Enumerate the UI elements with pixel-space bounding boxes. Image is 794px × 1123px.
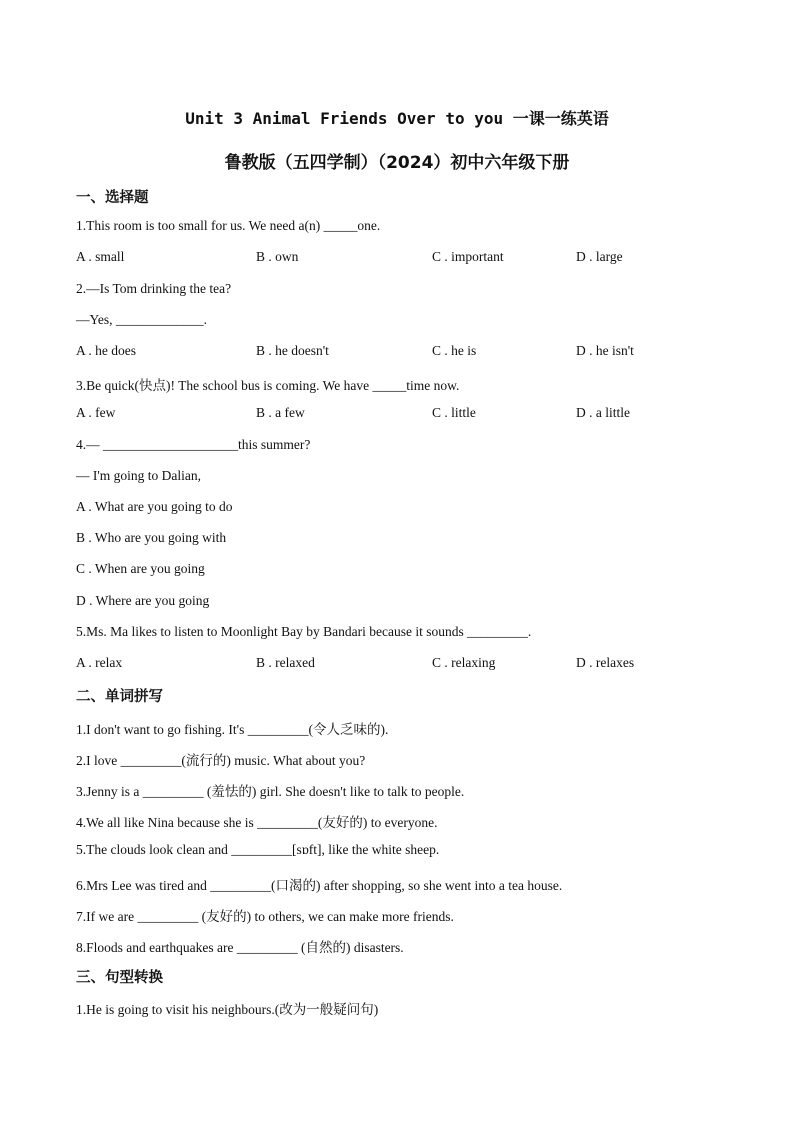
option-a: A . he does xyxy=(76,343,136,358)
option-b: B . relaxed xyxy=(256,655,315,670)
option-c: C . he is xyxy=(432,343,477,358)
option-c: C . When are you going xyxy=(76,561,205,576)
question-reply: —Yes, _____________. xyxy=(76,312,208,327)
spelling-item: 6.Mrs Lee was tired and _________(口渴的) after shopping, so she went into a tea house. xyxy=(76,878,563,893)
section-heading-choice: 一、选择题 xyxy=(76,190,149,206)
option-a: A . What are you going to do xyxy=(76,499,233,514)
option-a: A . relax xyxy=(76,655,123,670)
option-d: D . large xyxy=(576,249,623,264)
option-a: A . small xyxy=(76,249,125,264)
question-stem: 1.This room is too small for us. We need a(n) _____one. xyxy=(76,218,381,233)
transform-item: 1.He is going to visit his neighbours.(改为一般疑问句) xyxy=(76,1002,379,1017)
spelling-item: 3.Jenny is a _________ (羞怯的) girl. She doesn't like to talk to people. xyxy=(76,784,465,799)
option-a: A . few xyxy=(76,405,116,420)
option-b: B . he doesn't xyxy=(256,343,329,358)
spelling-item: 7.If we are _________ (友好的) to others, we can make more friends. xyxy=(76,909,454,924)
option-c: C . important xyxy=(432,249,504,264)
spelling-item: 5.The clouds look clean and _________[sɒft], like the white sheep. xyxy=(76,842,440,857)
section-heading-spelling: 二、单词拼写 xyxy=(76,689,163,705)
page-subtitle: 鲁教版（五四学制）（2024）初中六年级下册 xyxy=(224,153,570,173)
section-heading-transform: 三、句型转换 xyxy=(76,970,163,986)
spelling-item: 8.Floods and earthquakes are _________ (自然的) disasters. xyxy=(76,940,404,955)
question-stem: 2.—Is Tom drinking the tea? xyxy=(76,281,232,296)
option-d: D . Where are you going xyxy=(76,593,210,608)
question-stem: 5.Ms. Ma likes to listen to Moonlight Bay by Bandari because it sounds _________. xyxy=(76,624,532,639)
option-b: B . own xyxy=(256,249,299,264)
option-c: C . little xyxy=(432,405,476,420)
option-d: D . he isn't xyxy=(576,343,634,358)
option-b: B . Who are you going with xyxy=(76,530,227,545)
option-d: D . relaxes xyxy=(576,655,635,670)
question-reply: — I'm going to Dalian, xyxy=(76,468,202,483)
option-d: D . a little xyxy=(576,405,630,420)
question-stem: 4.— ____________________this summer? xyxy=(76,437,311,452)
spelling-item: 1.I don't want to go fishing. It's _________(令人乏味的). xyxy=(76,722,389,737)
option-c: C . relaxing xyxy=(432,655,496,670)
page-title: Unit 3 Animal Friends Over to you 一课一练英语 xyxy=(185,109,609,128)
spelling-item: 4.We all like Nina because she is _________(友好的) to everyone. xyxy=(76,815,438,830)
question-stem: 3.Be quick(快点)! The school bus is coming. We have _____time now. xyxy=(76,378,460,393)
option-b: B . a few xyxy=(256,405,305,420)
spelling-item: 2.I love _________(流行的) music. What about you? xyxy=(76,753,366,768)
